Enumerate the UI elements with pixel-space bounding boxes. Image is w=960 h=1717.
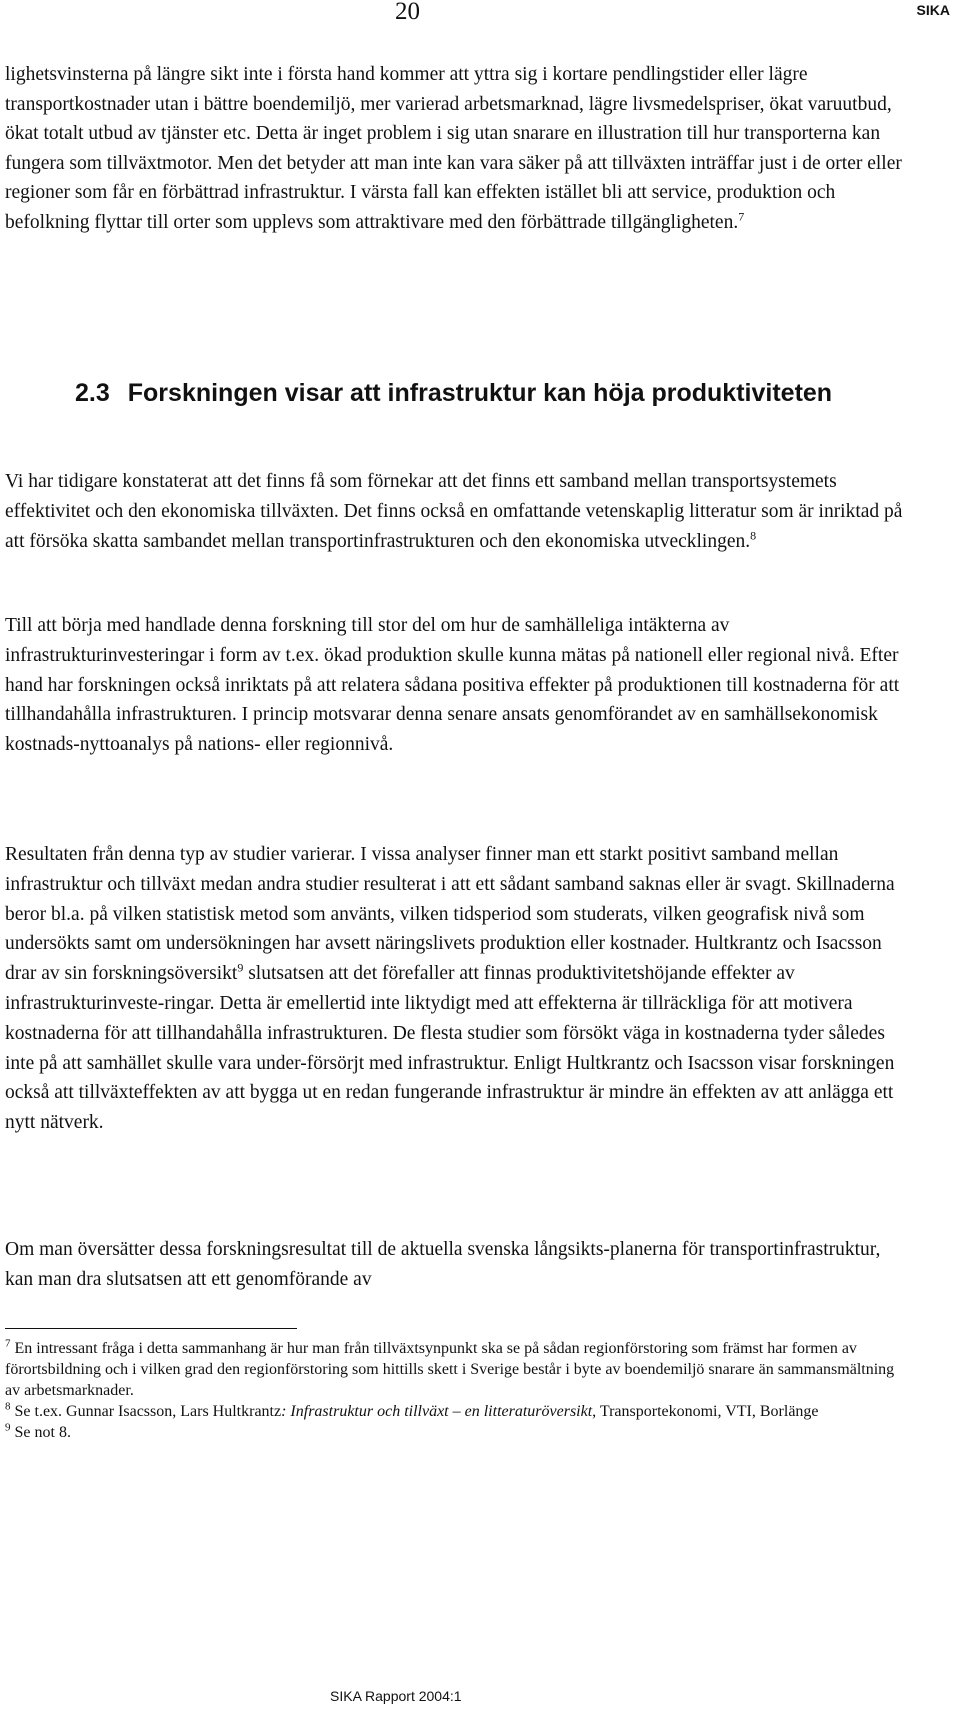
section-number: 2.3 <box>75 379 110 407</box>
paragraph-3 <box>5 840 905 1138</box>
footnote-book-title: : Infrastruktur och tillväxt – en litteraturöversikt <box>281 1403 593 1420</box>
footnote-text: En intressant fråga i detta sammanhang är hur man från tillväxtsynpunkt ska se på sådan regionförstoring som främst har formen av förortsbildning och i vilken grad den regionförstoring som hittills skett i Sverige består i byte av boendemiljö snarare än sammansmältning av arbetsmarknader. <box>5 1340 895 1399</box>
page-number: 20 <box>395 0 420 25</box>
footnote-9 <box>5 1422 905 1443</box>
paragraph-2: Till att börja med handlade denna forskning till stor del om hur de samhälleliga intäkterna av infrastrukturinvesteringar i form av t.ex. ökad produktion skulle kunna mätas på nationell eller regional nivå. Efter hand har forskningen också inriktats på att relatera sådana positiva effekter på produktionen till kostnaderna för att tillhandahålla infrastrukturen. I princip motsvarar denna senare ansats genomförandet av en samhällsekonomisk kostnads-nyttoanalys på nations- eller regionnivå. <box>5 615 900 756</box>
footnote-ref-9: 9 <box>237 960 244 975</box>
footnote-text: Se not 8. <box>14 1424 71 1441</box>
footnotes <box>5 1338 905 1443</box>
footnote-number: 7 <box>5 1337 11 1350</box>
paragraph-3-text-b: slutsatsen att det förefaller att finnas produktivitetshöjande effekter av infrastrukturinveste-ringar. Detta är emellertid inte liktydigt med att effekterna är tillräckliga för att motivera kostnaderna för att tillhandahålla infrastrukturen. De flesta studier som försökt väga in kostnaderna tyder således inte på att samhället skulle vara under-försörjt med infrastruktur. Enligt Hultkrantz och Isacsson visar forskningen också att tillväxteffekten av att bygga ut en redan fungerande infrastruktur är mindre än effekten av att anlägga ett nytt nätverk. <box>5 963 895 1134</box>
paragraph-3-text-a: Resultaten från denna typ av studier varierar. I vissa analyser finner man ett starkt positivt samband mellan infrastruktur och tillväxt medan andra studier resulterat i att ett sådant samband saknas eller är svagt. Skillnaderna beror bl.a. på vilken statistisk metod som använts, vilken tidsperiod som studerats, vilken geografisk nivå som undersökts samt om undersökningen har avsett näringslivets produktion eller kostnader. Hultkrantz och Isacsson drar av sin forskningsöversikt <box>5 844 895 985</box>
section-title: Forskningen visar att infrastruktur kan höja produktiviteten <box>127 379 833 407</box>
paragraph-1 <box>5 467 905 556</box>
footnote-text: Se t.ex. Gunnar Isacsson, Lars Hultkrantz <box>14 1403 282 1420</box>
footnote-number: 9 <box>5 1421 11 1434</box>
header-brand: SIKA <box>916 2 950 18</box>
intro-text: lighetsvinsterna på längre sikt inte i första hand kommer att yttra sig i kortare pendlingstider eller lägre transportkostnader utan i bättre boendemiljö, mer varierad arbetsmarknad, lägre livsmedelspriser, ökat varuutbud, ökat totalt utbud av tjänster etc. Detta är inget problem i sig utan snarare en illustration till hur transporterna kan fungera som tillväxtmotor. Men det betyder att man inte kan vara säker på att tillväxten inträffar just i de orter eller regioner som får en förbättrad infrastruktur. I värsta fall kan effekten istället bli att service, produktion och befolkning flyttar till orter som upplevs som attraktivare med den förbättrade tillgängligheten. <box>5 64 902 233</box>
footnote-8 <box>5 1401 905 1422</box>
footnote-text: , Transportekonomi, VTI, Borlänge <box>592 1403 819 1420</box>
paragraph-1-text: Vi har tidigare konstaterat att det finns få som förnekar att det finns ett samband mellan transportsystemets effektivitet och den ekonomiska tillväxten. Det finns också en omfattande vetenskaplig litteratur som är inriktad på att försöka skatta sambandet mellan transportinfrastrukturen och den ekonomiska utvecklingen. <box>5 471 903 552</box>
intro-paragraph <box>5 60 905 237</box>
footnote-number: 8 <box>5 1400 11 1413</box>
footnote-ref-7: 7 <box>738 209 745 223</box>
page-footer: SIKA Rapport 2004:1 <box>330 1688 462 1704</box>
footnote-ref-8: 8 <box>750 528 757 543</box>
footnote-divider <box>5 1328 297 1329</box>
section-heading <box>75 375 835 411</box>
footnote-7 <box>5 1338 905 1401</box>
paragraph-4: Om man översätter dessa forskningsresultat till de aktuella svenska långsikts-planerna för transportinfrastruktur, kan man dra slutsatsen att ett genomförande av <box>5 1239 881 1290</box>
